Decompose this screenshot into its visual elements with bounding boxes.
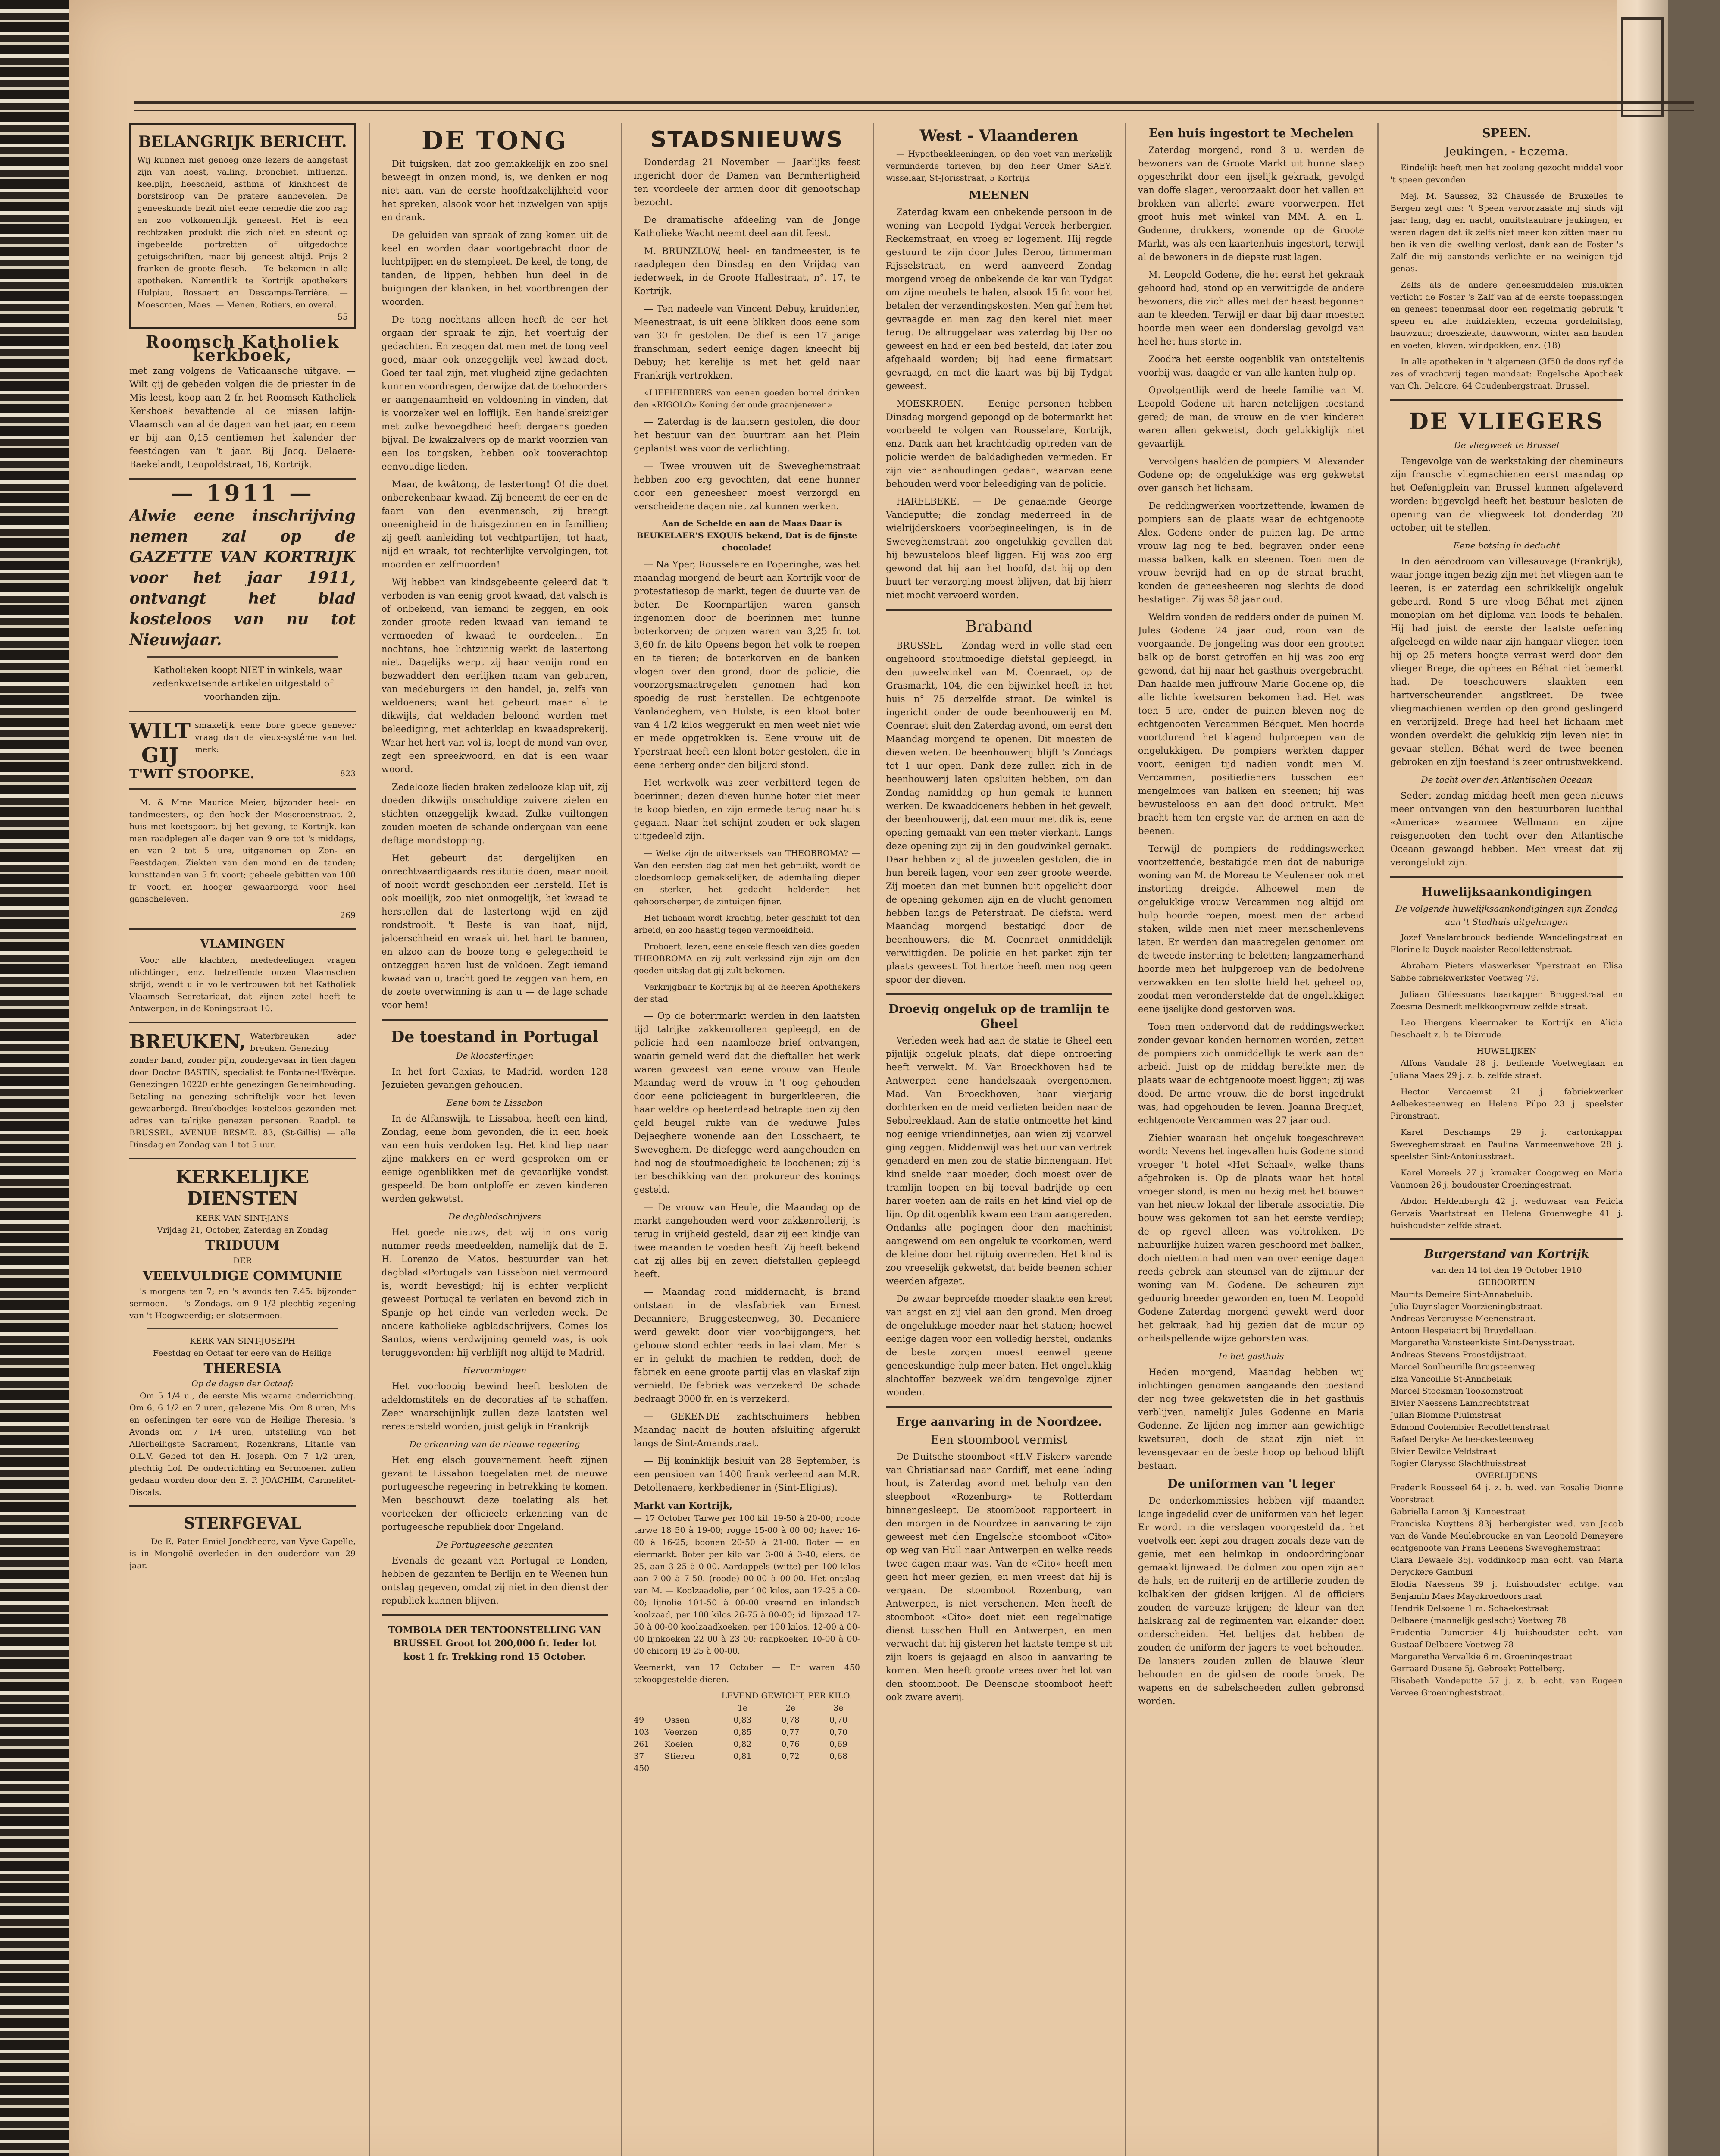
list-item: Maurits Demeire Sint-Annabeluib. — [1390, 1290, 1533, 1299]
ad-paragraph: In alle apotheken in 't algemeen (3f50 de doos ryf de zes of vrachtvrij tegen mandaat: Engelsche Apotheek van Ch. Delacre, 64 Coudenbergstraat, Brussel. — [1390, 357, 1623, 391]
news-paragraph: In den aërodroom van Villesauvage (Frankrijk), waar jonge ingen bezig zijn met het vliegen aan te leeren, is er zaterdag een schrikkelijk ongeluk gebeurd. Rond 5 ure vloog Béhat met zijnen monoplan om het diploma van loods te behalen. Hij had juist de eerste der laatste oefening afgeleegd en wilde naar zijn hangaar vliegen toen hij op 25 meters hoogte verrast werd door den vlieger Brege, die ophees en Béhat niet bemerkt had. De toeschouwers slaakten een hartverscheurenden angstkreet. De twee vliegmachienen werden op den grond geslingerd en verbrijzeld. Brege had heel het lichaam met wonden overdekt die gelukkig zijn leven niet in gevaar stellen. Béhat werd de twee beenen gebroken en zijn toestand is zeer ontrustwekkend. — [1390, 556, 1623, 767]
table-cell: 261 — [634, 1739, 650, 1749]
theresia-heading: THERESIA — [203, 1361, 281, 1376]
notice-ref: 55 — [337, 312, 348, 322]
list-item: Elodia Naessens 39 j. huishoudster echtge. van Benjamin Maes Mayokroedoorstraat — [1390, 1579, 1623, 1601]
divider — [1390, 876, 1623, 878]
list-item: Rafael Deryke Aelbeeckesteenweg — [1390, 1435, 1534, 1444]
vliegers-subheading: De tocht over den Atlantischen Oceaan — [1421, 774, 1592, 785]
columns-container — [129, 123, 1647, 2156]
list-item: Hector Vercaemst 21 j. fabriekwerker Aelbekesteenweg en Helena Pilpo 23 j. speelster Pironstraat. — [1390, 1087, 1623, 1121]
news-paragraph: Vervolgens haalden de pompiers M. Alexander Godene op; de ongelukkige was erg gekwetst over gansch het lichaam. — [1138, 456, 1364, 493]
list-item: Marcel Soulheurille Brugsteenweg — [1390, 1362, 1535, 1372]
article-paragraph: Dit tuigsken, dat zoo gemakkelijk en zoo snel beweegt in onzen mond, is, we denken er nog niet aan, van de eerste hoofdzakelijkheid voor het spreken, alsook voor het inzwelgen van spijs en drank. — [382, 159, 608, 222]
table-cell — [664, 1702, 716, 1714]
wiltgij-ref: 823 — [340, 769, 356, 778]
list-item: Elza Vancoillie St-Annabelaik — [1390, 1374, 1512, 1384]
article-paragraph: De tong nochtans alleen heeft de eer het orgaan der spraak te zijn, het voertuig der gedachten. En zeggen dat men met de tong veel goed, maar ook onzeggelijk veel kwaad doet. Goed ter taal zijn, met vlugheid zijne gedachten kunnen voordragen, derwijze dat de toehoorders er aangenaamheid en voldoening in vinden, dat is voorzeker wel en lofflijk. Een handelsreiziger met zulke bevoegdheid heeft dergaans goeden bijval. De kwakzalvers op de markt voorzien van een los tongsken, hebben ook tooverachtop eenvoudige lieden. — [382, 314, 608, 472]
table-cell: 103 — [634, 1727, 650, 1737]
kerk-times: 's morgens ten 7; en 's avonds ten 7.45: bijzonder sermoen. — 's Zondags, om 9 1/2 plechtig zegening van 't Hoogweerdig; en slotsermoen. — [129, 1287, 356, 1320]
table-row — [634, 1738, 860, 1750]
news-paragraph: Verkrijgbaar te Kortrijk bij al de heeren Apothekers der stad — [634, 982, 860, 1004]
table-total: 450 — [634, 1764, 650, 1773]
table-row — [634, 1726, 860, 1738]
kerkboek-title: Roomsch Katholiek kerkboek, — [145, 332, 340, 365]
wiltgij-title: WILT GIJ — [129, 719, 191, 768]
table-cell: 0,82 — [733, 1739, 752, 1749]
news-paragraph: HARELBEKE. — De genaamde George Vandeputte; die zondag mederreed in de wielrijderskoers voorbegineelingen, is in de Sweveghemstraat zoo ongelukkig gevallen dat hij bewusteloos bleef liggen. Hij was zoo erg gewond dat hij aan het hoofd, dat hij op den buurt ter verzorging moest blijven, dat bij hierr niet mocht vervoerd worden. — [886, 496, 1112, 600]
sterf-title: STERFGEVAL — [184, 1514, 301, 1532]
portugal-subheading: De Portugeesche gezanten — [436, 1539, 554, 1550]
list-item: Elisabeth Vandeputte 57 j. z. b. echt. van Eugeen Vervee Groeningheststraat. — [1390, 1676, 1623, 1698]
table-header-row — [634, 1690, 860, 1702]
vliegers-title: DE VLIEGERS — [1409, 408, 1604, 435]
news-paragraph: — Ten nadeele van Vincent Debuy, kruidenier, Meenestraat, is uit eene blikken doos eene som van 30 fr. gestolen. De dief is een 17 jarige franschman, sedert eenige dagen kneecht bij Debuy; het kerelije is met het geld naar Frankrijk vertrokken. — [634, 304, 860, 381]
tleger-title: De uniformen van 't leger — [1167, 1477, 1335, 1491]
table-cell: 3e — [833, 1703, 844, 1713]
news-paragraph: Zaterdag kwam een onbekende persoon in de woning van Leopold Tydgat-Vercek herbergier, Reckemstraat, en vroeg er logement. Hij regde gestuurd te zijn door Jules Deroo, timmerman Rijsselstraat, en werd aanveerd Zondag morgend vroeg de onbekende de kar van Tydgat om zijne meubels te halen, alsook 15 fr. voor het betalen der verzendingskosten. Men gaf hem het gevraagde en men zag den kerel niet meer terug. De altruggelaar was zaterdag bij Der oo geweest en had er een bed besteld, dat later zou afgehaald worden; bij had eene firmatsart gevraagd, en met die kaart was bij bij Tydgat geweest. — [886, 207, 1112, 391]
news-paragraph: De zwaar beproefde moeder slaakte een kreet van angst en zij viel aan den grond. Men droeg de ongelukkige moeder naar het station; hoewel eenige dagen voor een volledig herstel, ondanks de beste zorgen moest eenwel geene geneeskundige hulp meer baten. Het ongelukkig slachtoffer bezweek weldra tengevolge zijner wonden. — [886, 1294, 1112, 1398]
list-item: Andreas Stevens Proostdijstraat. — [1390, 1350, 1527, 1360]
theresia-body: Om 5 1/4 u., de eerste Mis waarna onderrichting. Om 6, 6 1/2 en 7 uren, gelezene Mis. Om 8 uren, Mis en oefeningen ter eere van de Heilige Theresia. 's Avonds om 7 1/4 uren, uitstelling van het Allerheiligste Sacrament, Rozenkrans, Litanie van O.L.V. Gebed tot den H. Joseph. Om 7 1/2 uren, plechtig Lof. De onderrichting en Sermoenen zullen gedaan worden door den E. P. JOACHIM, Carmelitet-Discals. — [129, 1391, 356, 1497]
divider — [147, 1328, 338, 1329]
breuken-body: zonder band, zonder pijn, zondergevaar in tien dagen door Doctor BASTIN, specialist te Fontaine-l'Evêque. Genezingen 10220 echte genezingen Geheimhouding. Betaling na genezing schriftelijk voor het leven gewaarborgd. Breukbockjes kosteloos gezonden met adres van talrijke genezen personen. Raadpl. te BRUSSEL, AVENUE BESME. 83, (St-Gillis) — alle Dinsdag en Zondag van 1 tot 5 uur. — [129, 1056, 356, 1150]
table-cell: 2e — [785, 1703, 796, 1713]
table-cell: Veerzen — [664, 1727, 698, 1737]
news-paragraph: MOESKROEN. — Eenige personen hebben Dinsdag morgend gepoogd op de botermarkt het voorbeeld te volgen van Rousselare, Kortrijk, enz. Dank aan het krachtdadig optreden van de policie werden de baldadigheden vermeden. Er zijn vier aanhoudingen gedaan, waarvan eene behouden werd voor beleediging van de policie. — [886, 398, 1112, 489]
table-row — [634, 1750, 860, 1762]
notice-body: Wij kunnen niet genoeg onze lezers de aangetast zijn van hoest, valling, bronchiet, influenza, keelpijn, heescheid, asthma of kinkhoest de borstsiroop van De pratere aanbevelen. De geneeskunde bezit niet eene remedie die zoo rap en zoo volkomentlijk geneest. Het is een rechtzaken produkt die zich niet en steunt op ingebeelde portretten of uitgedochte getuigschriften, maar bij geneest altijd. Prijs 2 franken de groote flesch. — Te bekomen in alle apotheken. Namentlijk te Kortrijk apothekers Hulpiau, Bossaert en Descamps-Terrière. — Moescroen, Maes. — Menen, Rotiers, en overal. — [137, 155, 348, 310]
vlamingen-body: Voor alle klachten, mededeelingen vragen nlichtingen, enz. betreffende onzen Vlaamschen strijd, wendt u in volle vertrouwen tot het Katholiek Vlaamsch Secretariaat, dat zijnen zetel heeft te Antwerpen, in de Koningstraat 10. — [129, 956, 356, 1013]
portugal-subheading: Hervormingen — [463, 1365, 527, 1376]
katholieken-notice: Katholieken koopt NIET in winkels, waar zedenkwetsende artikelen uitgestald of voorhanden zijn. — [152, 665, 342, 702]
portugal-title: De toestand in Portugal — [391, 1028, 598, 1046]
list-item: Gerraard Dusene 5j. Gebroekt Pottelberg. — [1390, 1664, 1565, 1673]
list-item: Karel Moreels 27 j. kramaker Coogoweg en Maria Vanmoen 26 j. boudouster Groeningestraat. — [1390, 1168, 1623, 1190]
divider — [1390, 1238, 1623, 1240]
column-rule — [1377, 123, 1379, 2156]
news-paragraph: — GEKENDE zachtschuimers hebben Maandag nacht de houten afsluiting afgerukt langs de Sint-Amandstraat. — [634, 1411, 860, 1448]
list-item: Juliaan Ghiessuans haarkapper Bruggestraat en Zoesma Desmedt melkkoopvrouw zelfde straat. — [1390, 990, 1623, 1011]
vlamingen-title: VLAMINGEN — [200, 937, 285, 951]
table-cell: 0,83 — [733, 1715, 752, 1725]
article-paragraph: In de Alfanswijk, te Lissaboa, heeft een kind, Zondag, eene bom gevonden, die in een hoek van een huis verdoken lag. Het kind liep naar zijne makkers en er werd gesproken om er eenige ogenblikken met de gevaarlijke vondst gespeeld. De bom ontploffe en zeven kinderen werden gekwetst. — [382, 1113, 608, 1204]
list-item: Alfons Vandale 28 j. bediende Voetweglaan en Juliana Maes 29 j. z. b. zelfde straat. — [1390, 1059, 1623, 1080]
notice-box — [129, 123, 356, 329]
table-row — [634, 1714, 860, 1726]
year-heading: — 1911 — — [171, 480, 314, 507]
kerk-joseph: KERK VAN SINT-JOSEPH — [190, 1336, 295, 1346]
list-item: Frederik Rousseel 64 j. z. b. wed. van Rosalie Dionne Voorstraat — [1390, 1483, 1623, 1504]
list-item: Jozef Vanslambrouck bediende Wandelingstraat en Florine la Duyck naaister Recollettenstraat. — [1390, 933, 1623, 954]
list-item: Andreas Vercruysse Meenenstraat. — [1390, 1314, 1536, 1323]
stadsnieuws-title: STADSNIEUWS — [650, 127, 844, 153]
list-item: Margaretha Vervalkie 6 m. Groeningestraat — [1390, 1652, 1573, 1661]
meier-ref: 269 — [340, 911, 356, 920]
list-item: Antoon Hespeiacrt bij Bruydellaan. — [1390, 1326, 1537, 1335]
news-paragraph: Verleden week had aan de statie te Gheel een pijnlijk ongeluk plaats, dat diepe ontroering heeft verwekt. M. Van Broeckhoven had te Antwerpen eene handelszaak overgenomen. Mad. Van Broeckhoven, haar vierjarig dochterken en de meid verlieten beiden naar de Sebolreeklaad. Aan de statie ontmoette het kind nog eenige vriendinnetjes, aan wien zij vaarwel ging zeggen. Middenwijl was het uur van vertrek genaderd en men zou de statie binnengaan. Het kind snelde naar moeder, doch moest over de tramlijn loopen en bij toeval badrijde op een harer voeten aan de rails en het kind viel op de lijn. Op dit ogenblik kwam een tram aangereden. Ondanks alle pogingen door den machinist aangewend om een ongeluk te voorkomen, werd de kleine door het rijtuig overreden. Het kind is zoo vreeselijk gekwetst, dat beide beenen schier weerden afgezet. — [886, 1035, 1112, 1286]
de-tong-title: DE TONG — [422, 126, 568, 155]
kerkboek-body: met zang volgens de Vaticaansche uitgave. — Wilt gij de gebeden volgen die de priester in de Mis leest, koop aan 2 fr. het Roomsch Katholiek Kerkboek bevattende al de missen latijn-Vlaamsch van al de dagen van het jaar, en neem er bij aan 0,15 centiemen het kalender der feestdagen van 't jaar. Bij Jacq. Delaere-Baekelandt, Leopoldstraat, 16, Kortrijk. — [129, 366, 356, 470]
article-paragraph: In het fort Caxias, te Madrid, worden 128 Jezuieten gevangen gehouden. — [382, 1066, 608, 1090]
column-rule — [369, 123, 370, 2156]
table-cell: 0,85 — [733, 1727, 752, 1737]
market-title: Markt van Kortrijk, — [634, 1500, 732, 1511]
news-paragraph: — Welke zijn de uitwerksels van THEOBROMA? — Van den eersten dag dat men het gebruikt, wordt de bloedsomloop gemakkelijker, de ademhaling dieper en sterker, het gedacht helderder, het gehoorscherper, de zintuigen fijner. — [634, 849, 860, 906]
table-total-row — [634, 1762, 860, 1774]
news-paragraph: Donderdag 21 November — Jaarlijks feest ingericht door de Damen van Bermhertigheid ten voordeele der armen door dit genootschap bezocht. — [634, 157, 860, 207]
news-paragraph: De onderkommissies hebben vijf maanden lange ingedelid over de uniformen van het leger. Er wordt in die verslagen voorgesteld dat het voetvolk een kepi zou dragen zooals deze van de genie, met een helmkap in ondoordringbaar gemaakt lijnwaad. De dolmen zou open zijn aan de hals, en de ruiterij en de artillerie zouden de kolbakken der gidsen krijgen. Al de officiers zouden de vareuze krijgen; de kleur van den halskraag zal de regimenten van elkander doen onderscheiden. Het beltjes dat hebben de zouden de uniform der jagers te voet behouden. De lansiers zouden zullen de blauwe kleur behouden en de gidsen de roode broek. De wapens en de sabelscheeden zullen gebronsd worden. — [1138, 1495, 1364, 1706]
news-paragraph: Zaterdag morgend, rond 3 u, werden de bewoners van de Groote Markt uit hunne slaap opgeschrikt door een ijselijk gekraak, gevolgd van doffe slagen, veroorzaakt door het vallen en brokken van allerlei zware voorwerpen. Het groot huis met winkel van MM. A. en L. Godenne, drukkers, wonende op de Groote Markt, was als een kaartenhuis ingestort, terwijl al de bewoners in de diepste rust lagen. — [1138, 145, 1364, 262]
news-paragraph: — Bij koninklijk besluit van 28 September, is een pensioen van 1400 frank verleend aan M.R. Detollenaere, kerkbediener in (Sint-Eligius). — [634, 1456, 860, 1493]
table-cell: Koeien — [664, 1739, 693, 1749]
speen-title: SPEEN. — [1482, 127, 1531, 140]
divider — [129, 1505, 356, 1507]
news-paragraph: Sedert zondag middag heeft men geen nieuws meer ontvangen van den bestuurbaren luchtbal «America» waarmee Wellmann en zijne reisgenooten den tocht over den Atlantische Oceaan gewaagd hebben. Men vreest dat zij verongelukt zijn. — [1390, 790, 1623, 868]
list-item: Margaretha Vansteenkiste Sint-Denysstraat. — [1390, 1338, 1575, 1348]
divider — [129, 1022, 356, 1023]
subscription-promo: Alwie eene inschrijving nemen zal op de GAZETTE VAN KORTRIJK voor het jaar 1911, ontvangt het blad kosteloos van nu tot Nieuwjaar. — [129, 507, 356, 649]
column-rule — [1125, 123, 1126, 2156]
divider — [129, 788, 356, 790]
table-cell: 37 — [634, 1752, 644, 1761]
divider — [129, 928, 356, 930]
column-5 — [1138, 123, 1364, 2156]
article-paragraph: De geluiden van spraak of zang komen uit de keel en worden daar voortgebracht door de luchtpijpen en de stempleet. De keel, de tong, de tanden, de lippen, hebben hun deel in de buigingen der klanken, in het voortbrengen der woorden. — [382, 230, 608, 307]
news-paragraph: BRUSSEL — Zondag werd in volle stad een ongehoord stoutmoedige diefstal gepleegd, in den juweelwinkel van M. Coenraet, op de Grasmarkt, 104, die een bijwinkel heeft in het huis n° 75 derzelfde straat. De winkel is ingericht onder de oude beenhouwerij en M. Coenraet sluit den Zaterdag avond, om eerst den Maandag morgend te openen. Dit moesten de dieven weten. De beenhouwerij blijft 's Zondags tot 1 uur open. Dank deze zullen zich in de beenhouwerij laten opsluiten hebben, om dan Zondag namiddag op hun gemak te kunnen werken. De kwaaddoeners hebben in het gewelf, der beenhouwerij, dat een muur met dik is, eene opening gemaakt van een meter vierkant. Langs deze opening zijn zij in den goudwinkel geraakt. Daar hebben zij al de juweelen gestolen, die in hun bereik lagen, voor een zeer groote weerde. Zij moeten dan met bunnen buit opgelicht door de opening gekomen zijn en de vlucht genomen hebben langs de Peterstraat. De diefstal werd Maandag morgend bestatigd door de beenhouwers, die M. Coenraet onmiddelijk verwittigden. De policie en het parket zijn ter plaats geweest. Tot hiertoe heeft men nog geen spoor der dieven. — [886, 640, 1112, 985]
article-paragraph: Het eng elsch gouvernement heeft zijnen gezant te Lissabon toegelaten met de nieuwe portugeesche regeering in betrekking te komen. Men beschouwt deze toelating als het voorteeken der officieele erkenning van de portugeesche republiek door Engeland. — [382, 1455, 608, 1532]
kerk-sint-jans: KERK VAN SINT-JANS — [196, 1213, 289, 1223]
vliegers-subheading: Eene botsing in deducht — [1453, 540, 1560, 551]
divider — [382, 1019, 608, 1021]
breuken-header — [129, 1030, 356, 1054]
news-paragraph: — Hypotheekleeningen, op den voet van merkelijk verminderde tarieven, bij den heer Omer SAEY, wisselaar, St-Jorisstraat, 5 Kortrijk — [886, 149, 1112, 183]
breuken-title: BREUKEN, — [129, 1031, 246, 1053]
news-paragraph: Tengevolge van de werkstaking der chemineurs zijn fransche vliegmachienen eerst maandag op het Oefenigplein van Brussel kunnen afgeleverd worden; bijgevolgd heeft het bestuur besloten de opening van de vliegweek tot donderdag 20 october, uit te stellen. — [1390, 456, 1623, 533]
huwelijk-sub: De volgende huwelijksaankondigingen zijn Zondag aan 't Stadhuis uitgehangen — [1395, 903, 1618, 927]
divider — [129, 1158, 356, 1159]
column-4 — [886, 123, 1112, 2156]
news-paragraph: De dramatische afdeeling van de Jonge Katholieke Wacht neemt deel aan dit feest. — [634, 215, 860, 238]
news-paragraph: Toen men ondervond dat de reddingswerken zonder gevaar konden hernomen worden, zetten de pompiers zich onmiddellijk te werk aan den arbeid. Juist op de middag bereikte men de plaats waar de echtgenoote moest liggen; zij was dood. De arme vrouw, die de borst ingedrukt was, had opgehouden te leven. Joanna Brequet, echtgenoote Vercammen was 27 jaar oud. — [1138, 1022, 1364, 1125]
veemarkt-body: Veemarkt, van 17 October — Er waren 450 tekoopgestelde dieren. — [634, 1663, 860, 1684]
column-3 — [634, 123, 860, 2156]
breuken-side: Waterbreuken ader breuken. Genezing — [250, 1031, 356, 1053]
divider — [129, 478, 356, 480]
divider — [382, 1614, 608, 1616]
table-cell: 0,69 — [829, 1739, 848, 1749]
divider — [147, 656, 338, 658]
news-paragraph: Terwijl de pompiers de reddingswerken voortzettende, bestatigde men dat de naburige woning van M. de Moreau te Meulenaer ook met instorting dreigde. Alhoewel men de ongelukkige vrouw Vercammen nog altijd om hulp hoorde roepen, moest men den arbeid staken, wilde men niet meer menschenlevens laten. Er werden dan maatregelen genomen om de tweede instorting te beletten; langzamerhand hoorde men het hulpgeroep van de bedolvene verzwakken en ten slotte hield het geheel op, zoodat men veronderstelde dat de ongelukkigen eene ijselijke dood gestorven was. — [1138, 843, 1364, 1014]
list-item: Franciska Nuyttens 83j. herbergister wed. van Jacob van de Vande Meulebroucke en van Leopold Demeyere echtgenoote van Frans Leenens Sweveghemstraat — [1390, 1519, 1623, 1553]
sterf-body: — De E. Pater Emiel Jonckheere, van Vyve-Capelle, is in Mongolië overleden in den ouderdom van 29 jaar. — [129, 1537, 356, 1570]
wiltgij-brand: T'WIT STOOPKE. — [129, 767, 255, 782]
list-item: Julian Blomme Pluimstraat — [1390, 1410, 1502, 1420]
vliegers-subheading: De vliegweek te Brussel — [1454, 440, 1560, 450]
table-cell: 0,76 — [781, 1739, 800, 1749]
portugal-subheading: Eene bom te Lissabon — [446, 1097, 543, 1108]
menen-title: MEENEN — [969, 189, 1029, 202]
list-item: Karel Deschamps 29 j. cartonkappar Sweveghemstraat en Paulina Vanmeenwehove 28 j. speelster Sint-Antoniusstraat. — [1390, 1128, 1623, 1161]
news-paragraph: — Op de boterrmarkt werden in den laatsten tijd talrijke zakkenrolleren gepleegd, en de policie had een naamlooze brief ontvangen, waarin gemeld werd dat die dieftallen het werk waren geweest van eene vrouw van Heule Maandag werd de vrouw in 't oog gehouden door eene policieagent in burgerkleeren, die haar weldra op heeterdaad betrapte toen zij den geld beugel rukte van de weduwe Jules Dejaeghere wonende aan den Losschaert, te Sweveghem. De diefegge werd aangehouden en had nog de stoutmoedigheid te loochenen; zij is ter beschikking van den prokureur des konings gesteld. — [634, 1011, 860, 1195]
news-paragraph: — Twee vrouwen uit de Sweveghemstraat hebben zoo erg gevochten, dat eene hunner door een geneesheer moest verzorgd en verscheidene dagen niet zal kunnen werken. — [634, 461, 860, 511]
list-item: Prudentia Dumortier 41j huishoudster echt. van Gustaaf Delbaere Voetweg 78 — [1390, 1628, 1623, 1649]
column-6 — [1390, 123, 1623, 2156]
column-rule — [621, 123, 622, 2156]
divider — [886, 609, 1112, 611]
article-paragraph: Het goede nieuws, dat wij in ons vorig nummer reeds meedeelden, namelijk dat de E. H. Lorenzo de Matos, bestuurder van het dagblad «Portugal» van Lissabon niet vermoord is, wordt bevestigd; hij is echter verplicht geweest Portugal te verlaten en bevond zich in Spanje op het einde van verleden week. De andere katholieke agbladschrijvers, Comes los Santos, wiens verdwijning gemeld was, is ook teruggevonden: hij verblijft nog altijd te Madrid. — [382, 1227, 608, 1358]
tombola-notice: TOMBOLA DER TENTOONSTELLING VAN BRUSSEL Groot lot 200,000 fr. Ieder lot kost 1 fr. Trekking rond 15 October. — [388, 1624, 601, 1662]
table-cell: 49 — [634, 1715, 644, 1725]
list-item: Rogier Claryssc Slachthuisstraat — [1390, 1459, 1527, 1468]
mechelen-title: Een huis ingestort te Mechelen — [1148, 127, 1354, 140]
news-paragraph: — Na Yper, Rousselare en Poperinghe, was het maandag morgend de beurt aan Kortrijk voor de protestatiesop de markt, tegen de duurte van de boter. De Koornpartijen waren gansch ingenomen door de boerinnen met hunne boterkorven; de prijzen waren van 3,25 fr. tot 3,60 fr. de kilo Opeens begon het volk te roepen en te tieren; de boterkorven en de banken vlogen over den grond, door de policie, die voorzorgsmaatregelen genomen had kon spoedig de rust herstellen. De echtgenoote Vanlandeghem, van Hulste, is een kloot boter van 4 1/2 kilos weggerukt en men weet niet wie er mede opgetrokken is. Eene vrouw uit de Yperstraat heeft een klont boter gestolen, die in eene herberg onder den biljard stond. — [634, 559, 860, 770]
table-cell: 0,70 — [829, 1715, 848, 1725]
huwelijken-title: HUWELIJKEN — [1476, 1047, 1537, 1056]
list-item: Abdon Heldenbergh 42 j. weduwaar van Felicia Gervais Vaartstraat en Helena Groenweghe 41 j. huishoudster zelfde straat. — [1390, 1197, 1623, 1230]
portugal-subheading: De dagbladschrijvers — [448, 1211, 541, 1222]
news-paragraph: Het lichaam wordt krachtig, beter geschikt tot den arbeid, en zoo haastig tegen vermoeidheid. — [634, 913, 860, 935]
list-item: Elvier Naessens Lambrechtstraat — [1390, 1398, 1529, 1408]
news-paragraph: Opvolgentlijk werd de heele familie van M. Leopold Godene uit haren netelijgen toestand gered; de man, de vrouw en de vier kinderen waren allen gekwetst, doch gelukkiglijk niet gevaarlijk. — [1138, 385, 1364, 449]
table-cell: 1e — [737, 1703, 748, 1713]
list-item: Delbaere (mannelijk geslacht) Voetweg 78 — [1390, 1616, 1567, 1625]
west-vlaanderen-title: West - Vlaanderen — [919, 127, 1079, 145]
article-paragraph: Het voorloopig bewind heeft besloten de adeldomstitels en de decoraties af te schaffen. Zeer waarschijnlijk zullen deze laatsten wel rerestersteld worden, juist gelijk in Frankrijk. — [382, 1381, 608, 1432]
list-item: Julia Duynslager Voorzieningbstraat. — [1390, 1302, 1543, 1311]
column-2 — [382, 123, 608, 2156]
gasthuis-title: In het gasthuis — [1218, 1351, 1284, 1361]
ad-paragraph: Eindelijk heeft men het zoolang gezocht middel voor 't speen gevonden. — [1390, 163, 1623, 185]
table-cell: 0,77 — [781, 1727, 800, 1737]
news-paragraph: Heden morgend, Maandag hebben wij inlichtingen genomen aangaande den toestand der nog twee gekwetsten die in het gasthuis verblijven, namelijk Jules Godenne en Maria Godenne. Ze lijden nog immer aan gewichtige kwetsuren, doch de staat zijn niet in levensgevaar en de beste hoop op behoud blijft bestaan. — [1138, 1367, 1364, 1471]
news-paragraph: «LIEFHEBBERS van eenen goeden borrel drinken den «RIGOLO» Koning der oude graanjenever.» — [634, 388, 860, 410]
triduum-heading: TRIDUUM — [205, 1238, 280, 1253]
meier-ad: M. & Mme Maurice Meier, bijzonder heel- en tandmeesters, op den hoek der Moscroenstraat, 2, huis met koetspoort, bij het gevang, te Kortrijk, kan men raadplegen alle dagen van 9 ore tot 's middags, en van 2 tot 5 ure, uitgenomen op Zon- en Feestdagen. Ziekten van den mond en de tanden; kunsttanden van 5 fr. voort; geheele gebitten van 100 fr voort, en hooger gewaarborgd voor heel ganscheleven. — [129, 798, 356, 904]
geboorten-title: GEBOORTEN — [1478, 1278, 1535, 1287]
table-cell — [634, 1690, 660, 1702]
table-cell: LEVEND GEWICHT, PER KILO. — [721, 1691, 852, 1701]
wiltgij-ad — [129, 719, 356, 768]
column-1 — [129, 123, 356, 2156]
burger-title: Burgerstand van Kortrijk — [1424, 1247, 1589, 1261]
table-cell: 0,78 — [781, 1715, 800, 1725]
list-item: Leo Hiergens kleermaker te Kortrijk en Alicia Deschaelt z. b. te Dixmude. — [1390, 1018, 1623, 1040]
article-paragraph: Evenals de gezant van Portugal te Londen, hebben de gezanten te Berlijn en te Weenen hun ontslag gegeven, omdat zij niet in den dienst der republiek kunnen blijven. — [382, 1555, 608, 1606]
der-label: DER — [233, 1256, 252, 1266]
news-paragraph: Ziehier waaraan het ongeluk toegeschreven wordt: Nevens het ingevallen huis Godene stond vroeger 't hotel «Het Schaal», welke thans afgebroken is. Op de plaats waar het hotel vroeger stond, is men nu bezig met het bouwen van het nieuw lokaal der liberale associatie. Die bouw was gekomen tot aan het eerste verdiep; de op rgevel alleen was voltrokken. De nabuurlijke huizen waren geschoord met balken, doch niettemin had men van over eenige dagen reeds gebrek aan steunsel van de zijmuur der woning van M. Godene. De scheuren zijn geduurig breeder geworden en, toen M. Leopold Godene Zaterdag morgend gewekt werd door het gekraak, had hij gezien dat de muur op onheilspellende wijze geborsten was. — [1138, 1133, 1364, 1344]
table-cell — [634, 1702, 660, 1714]
header-rule — [134, 101, 1694, 104]
article-paragraph: Het gebeurt dat dergelijken en onrechtvaardigaards restitutie doen, maar nooit of nooit wordt geschonden eer hersteld. Het is ook moeilijk, zoo niet onmogelijk, het kwaad te herstellen dat de lastertong wijd en zijd rondstrooit. 't Beste is van haat, nijd, jaloerschheid en wraak uit het hart te bannen, en alzoo aan de booze tong e gelegenheid te ontzeggen haren lust de voldoen. Zegt iemand kwaad van u, tracht goed te zeggen van hem, en de zoete overwinning is aan u — de lage schade voor hem! — [382, 853, 608, 1010]
news-paragraph: Zoodra het eerste oogenblik van ontsteltenis voorbij was, daagde er van alle kanten hulp op. — [1138, 354, 1364, 378]
list-item: Gabriella Lamon 3j. Kanoestraat — [1390, 1507, 1526, 1517]
article-paragraph: Maar, de kwâtong, de lastertong! O! die doet onberekenbaar kwaad. Zij beneemt de eer en de faam van den evenmensch, zij brengt oneenigheid in de huisgezinnen en in famillien; zij geeft aanleiding tot vechtpartijen, tot haat, nijd en wraak, tot rechterlijke vervolgingen, tot moorden en zelfmoorden! — [382, 479, 608, 570]
scan-binding-edge — [0, 0, 69, 2156]
article-paragraph: Wij hebben van kindsgebeente geleerd dat 't verboden is van eenig groot kwaad, dat valsch is of onbekend, van iemand te zeggen, en ook zonder groote reden kwaad van iemand te vermoeden of kwaad te oordeelen... En nochtans, hoe lichtzinnig werkt de lastertong niet. Dagelijks werpt zij haar venijn rond en bezwaddert den eerlijken naam van geburen, van medeburgers in den handel, ja, zelfs van weldoeners; want het gebeurt maar al te dikwijls, dat weldaden beloond worden met beleediging, met achterklap en kwaadsprekerij. Waar het hert van vol is, loopt de mond van over, zegt een spreekwoord, en dat is een waar woord. — [382, 577, 608, 774]
noordzee-title: Erge aanvaring in de Noordzee. — [896, 1415, 1102, 1429]
wiltgij-brand-row — [129, 768, 356, 781]
news-paragraph: M. BRUNZLOW, heel- en tandmeester, is te raadplegen den Dinsdag en den Vrijdag van iederweek, in de Groote Hallestraat, n°. 17, te Kortrijk. — [634, 246, 860, 296]
notice-title: BELANGRIJK BERICHT. — [138, 133, 347, 151]
wiltgij-side: smakelijk eene bore goede genever vraag dan de vieux-systême van het merk: — [194, 721, 356, 754]
ad-paragraph: Zelfs als de andere geneesmiddelen mislukten verlicht de Foster 's Zalf van af de eerste toepassingen en geneest tenenmaal door een regelmatig gebruik 't speen en alle huidziekten, eczema gordelnitslag, hauwzuur, droesziekte, dauwworm, winter aan handen en voeten, kloven, windpokken, enz. (18) — [1390, 280, 1623, 350]
ad-paragraph: Mej. M. Saussez, 32 Chaussée de Bruxelles te Bergen zegt ons: 't Speen veroorzaakte mij sinds vijf jaar lang, dag en nacht, onuitstaanbare jeukingen, er waren dagen dat ik zelfs niet meer kon zitten maar nu ben ik van die kwelling verlost, dank aan de Foster 's Zalf die mij aanstonds verlichte en na weinigen tijd genas. — [1390, 191, 1623, 273]
portugal-subheading: De kloosterlingen — [456, 1050, 534, 1061]
news-paragraph: De reddingwerken voortzettende, kwamen de pompiers aan de plaats waar de echtgenoote Alex. Godene onder de puinen lag. De arme vrouw lag nog te bed, begraven onder eene massa balken, kalk en steenen. Toen men de vrouw bevrijd had en op de straat bracht, konden de geneesheeren nog slechts de dood bestatigen. Zij was 58 jaar oud. — [1138, 501, 1364, 605]
kerk-sint-jans-date: Vrijdag 21, October, Zaterdag en Zondag — [157, 1225, 328, 1235]
theresia-sub: Op de dagen der Octaaf: — [191, 1379, 294, 1388]
beukelaer-ad: Aan de Schelde en aan de Maas Daar is BEUKELAER'S EXQUIS bekend, Dat is de fijnste chocolade! — [636, 519, 857, 552]
burger-sub: van den 14 tot den 19 October 1910 — [1431, 1266, 1582, 1275]
table-cell: Stieren — [664, 1752, 695, 1761]
table-cell — [665, 1690, 708, 1702]
list-item: Clara Dewaele 35j. voddinkoop man echt. van Maria Deryckere Gambuzi — [1390, 1555, 1623, 1577]
gheel-title: Droevig ongeluk op de tramlijn te Gheel — [888, 1003, 1110, 1031]
news-paragraph: Weldra vonden de redders onder de puinen M. Jules Godene 24 jaar oud, roon van de voorgaande. De jongeling was door een grooten balk op de borst getroffen en hij was zoo erg gewond, dat hij naar het gasthuis overgebracht. Dan haalde men juffrouw Marie Godene op, die alle lichte kwetsuren bekomen had. Het was toen 5 ure, onder de puinen bleven nog de echtgenooten Vercammen Bécquet. Men hoorde voortdurend het klagend hulproepen van de ongelukkigen. De pompiers werkten dapper voort, eenigen tijd nadien vondt men M. Vercammen, positiedieners tusschen een mengelmoes van balken en steenen; hij was bewustelooss en aan den dood ontrukt. Men bracht hem ten ergste van de armen en aan de beenen. — [1138, 612, 1364, 836]
list-item: Abraham Pieters vlaswerkser Yperstraat en Elisa Sabbe fabriekwerkster Voetweg 79. — [1390, 961, 1623, 983]
veelvuldige-heading: VEELVULDIGE COMMUNIE — [143, 1269, 342, 1284]
table-cell: 0,81 — [733, 1752, 752, 1761]
braband-title: Braband — [965, 618, 1033, 636]
list-item: Marcel Stockman Tookomstraat — [1390, 1386, 1523, 1396]
table-cell: 0,72 — [781, 1752, 800, 1761]
table-cell: 0,68 — [829, 1752, 848, 1761]
divider — [1390, 399, 1623, 401]
table-header-row — [634, 1702, 860, 1714]
news-paragraph: M. Leopold Godene, die het eerst het gekraak gehoord had, stond op en verwittigde de andere bewoners, die zich alles met der haast begonnen aan te kleeden. Terwijl er daar bij daar moesten hoorde men weer een donderslag gevolgd van heel het huis storte in. — [1138, 270, 1364, 347]
article-paragraph: Zedelooze lieden braken zedelooze klap uit, zij doeden dikwijls onschuldige zuivere zielen en stichten onzeggelijk kwaad. Zulke vuiltongen zouden moeten de schande ondergaan van eene deftige mondstopping. — [382, 782, 608, 846]
column-rule — [873, 123, 874, 2156]
noordzee-sub: Een stoomboot vermist — [931, 1433, 1067, 1447]
list-item: Elvier Dewilde Veldstraat — [1390, 1447, 1496, 1456]
news-paragraph: — Maandag rond middernacht, is brand ontstaan in de vlasfabriek van Ernest Decanniere, Bruggesteenweg, 30. Decaniere werd gewekt door vier voorbijgangers, het gebouw stond echter reeds in laai vlam. Men is er in gelukt de machien te redden, doch de fabriek en eene groote partij vlas en vlaskaf zijn vernield. De fabriek was verzekerd. De schade bedraagt 3000 fr. en is verzekerd. — [634, 1287, 860, 1404]
table-cell: Ossen — [664, 1715, 690, 1725]
divider — [886, 1406, 1112, 1408]
header-rule-thin — [134, 110, 1694, 111]
news-paragraph: — Zaterdag is de laatsern gestolen, die door het bestuur van den buurtram aan het Plein geplantst was voor de verlichting. — [634, 417, 860, 454]
table-cell: 0,70 — [829, 1727, 848, 1737]
divider — [129, 711, 356, 712]
overlijdens-title: OVERLIJDENS — [1476, 1471, 1538, 1480]
news-paragraph: Het werkvolk was zeer verbitterd tegen de boerinnen; dezen dieven hunne boter niet meer te koop bieden, en zijn ermede terug naar huis gegaan. Naar het schijnt zouden er ook slagen uitgedeeld zijn. — [634, 777, 860, 841]
huwelijk-title: Huwelijksaankondigingen — [1421, 885, 1592, 899]
speen-sub: Jeukingen. - Eczema. — [1445, 145, 1569, 158]
divider — [886, 993, 1112, 995]
news-paragraph: De Duitsche stoomboot «H.V Fisker» varende van Christiansad naar Cardiff, met eene lading hout, is Zaterdag avond met behulp van den sleepboot «Rozenburg» te Rotterdam binnengesleept. De stoomboot rapporteert in den morgen in de Noordzee in aanvaring te zijn geweest met den Engelsche stoomboot «Cito» op weg van Hull naar Antwerpen en welke reeds twee dagen maar was. Van de «Cito» heeft men geen hot meer gezien, en men vreest dat hij is vergaan. De stoomboot Rozenburg, van Antwerpen, is niet verschenen. Men heeft de stoomboot «Cito» doet niet een regelmatige dienst tusschen Hull en Antwerpen, en men verwacht dat hij gisteren het laatste tempe st uit zijn koers is gejaagd en alsoo in aanvaring te komen. Men heeft groote vrees over het lot van den stoomboot. De Deensche stoomboot heeft ook zware averij. — [886, 1451, 1112, 1702]
news-paragraph: — De vrouw van Heule, die Maandag op de markt aangehouden werd voor zakkenrollerij, is terug in vrijheid gesteld, daar zij een kindje van twee maanden te voeden heeft. Zij heeft bekend dat zij alles bij en zeven diefstallen gepleegd heeft. — [634, 1202, 860, 1279]
list-item: Hendrik Delsoene 1 m. Schaekestraat — [1390, 1604, 1548, 1613]
kerk-title: KERKELIJKE DIENSTEN — [175, 1166, 310, 1209]
market-body: — 17 October Tarwe per 100 kil. 19-50 à 20-00; roode tarwe 18 50 à 19-00; rogge 15-00 à 00 00; haver 16-00 à 16-25; boonen 20-50 à 21-00. Boter — en eiermarkt. Boter per kilo van 3-00 à 3-40; eiers, de 25, aan 3-25 à 0-00. Aardappels (witte) per 100 kilos aan 7-00 à 7-50. (roode) 00-00 à 00-00. Het ontslag van M. — Koolzaadolie, per 100 kilos, aan 17-25 à 00-00; lijnolie 101-50 à 00-00 vreemd en inlandsch koolzaad, per 100 kilos 26-75 à 00-00; id. lijnzaad 17-50 à 00-00 koolzaadkoeken, per 100 kilos, 12-00 à 00-00 lijnkoeken 22 00 à 23 00; raapkoeken 10-00 à 00-00 chicorij 19 25 à 00-00. — [634, 1514, 860, 1656]
kerk-joseph-sub: Feestdag en Octaaf ter eere van de Heilige — [153, 1348, 332, 1358]
portugal-subheading: De erkenning van de nieuwe regeering — [409, 1439, 580, 1449]
news-paragraph: Proboert, lezen, eene enkele flesch van dies goeden THEOBROMA en zij zult verkssind zijn zijn om den goeden uitslag dat gij zult bekomen. — [634, 942, 860, 975]
list-item: Edmond Coolembier Recollettenstraat — [1390, 1423, 1550, 1432]
